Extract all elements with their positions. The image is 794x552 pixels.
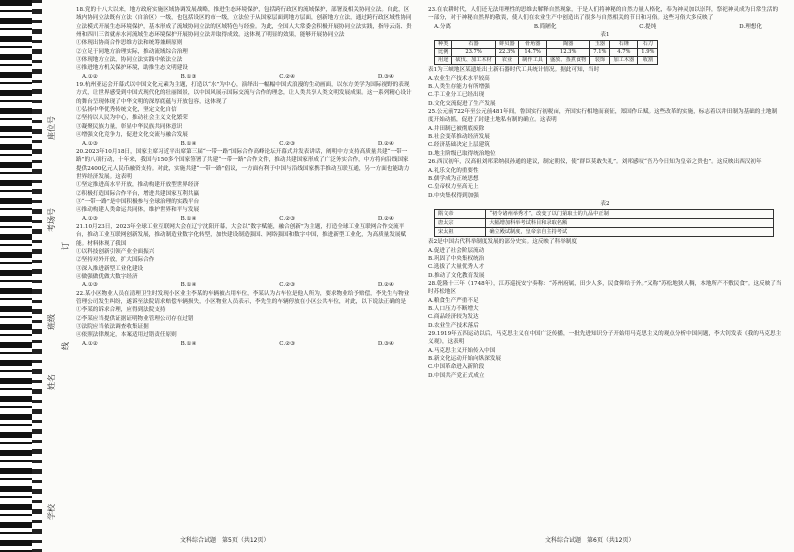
table-cell: 石刀 [638, 41, 658, 49]
q21-options [76, 281, 414, 289]
option[interactable]: C.中国革命进入新阶段 [428, 364, 485, 371]
table-cell: 制作工具 [519, 57, 547, 65]
q18-options [76, 73, 414, 81]
question-28: 28.乾隆十三年（1748年），江苏巡抚安宁奏称：“苏州府属，田少人多，民食仰给于外。”又称“苏松地狭人稠，本地所产不敷民食”。这反映了当时苏松地区 [428, 280, 782, 296]
option[interactable]: D.推动了文化教育发展 [428, 272, 485, 279]
option[interactable]: C.②③ [279, 282, 296, 289]
q22-item: ②李某应当提供证据证明物业管理公司存在过错 [76, 315, 194, 322]
q22-item: ③法院应当依法调查收集证据 [76, 324, 149, 331]
question-26: 26.西汉初年，汉高祖刘邦采纳叔孙通的建议，制定朝仪，使“群臣莫敢失礼”。刘邦感叹“吾乃今日知为皇帝之贵也”。这反映出西汉初年 [428, 159, 762, 166]
table-cell: 7.1% [590, 49, 610, 57]
table-cell: 14.7% [519, 49, 547, 57]
q21-item: ④做强做优做大数字经济 [76, 274, 138, 280]
option[interactable]: B.①④ [180, 282, 197, 289]
question-23: 23.在农耕时代，人们还无法用理性的思维去解释自然现象，于是人们将神秘的自然力量人格化，奉为神灵加以崇拜，祭祀神灵成为日常生活的一部分，对于神秘自然界的敬畏，使人们在农业生产中创造出了很多与自然相关的节日和习俗。这些习俗大多反映了 [428, 7, 779, 22]
question-29: 29.1919年五四运动以后，马克思主义在中国广泛传播，一批先进知识分子开始用马克思主义的观点分析中国问题，李大钊发表《我的马克思主义观》，这表明 [428, 331, 782, 346]
option[interactable]: B.①④ [180, 140, 197, 147]
school-label: 学校 [47, 504, 56, 520]
option[interactable]: D.③④ [377, 73, 394, 80]
q20-item: ②积极打造国际合作平台，增进共建国家互利共赢 [76, 190, 200, 197]
table-cell: 用途 [435, 57, 452, 65]
question-22: 22.某小区物业人员在清理卫生时发现小区业主李某的车辆被占用车位，李某认为占车位是他人所为，要求物业给予赔偿，李先生与物业管理公司发生纠纷，遂诉至法院请求赔偿车辆损失，小区物业人员表示，李先生的车辆停放在小区公共车位，对此，以下说法正确的是 [76, 290, 410, 306]
table-row [435, 41, 658, 49]
table-cell: 12.3% [546, 49, 589, 57]
q21-item: ③深入推进新型工业化建设 [76, 265, 144, 272]
option[interactable]: A.礼乐文化的重要性 [428, 167, 479, 174]
table-cell: 盛放、蒸煮食物 [546, 57, 589, 65]
q21-item: ①以科技创新引领产业全面振兴 [76, 248, 155, 255]
option[interactable]: D.②④ [377, 140, 394, 147]
option[interactable]: A.①③ [82, 140, 98, 147]
option[interactable]: D.②④ [377, 215, 394, 222]
question-24: 表1为三峡地区某遗址出土新石器时代工具统计情况。据此可知，当时 [428, 67, 600, 74]
binding-margin-barcode [0, 0, 32, 552]
q19-item: ④增强文化竞争力，促进文化交流与融合发展 [76, 132, 188, 139]
table-cell: 玉器 [590, 41, 610, 49]
table-cell: 隋文帝 [435, 210, 486, 219]
q19-item: ②坚持以人民为中心，推动社会主义文化繁荣 [76, 115, 188, 122]
q20-item: ③“一带一路”是中国积极参与全球治理的实践平台 [76, 198, 200, 205]
option[interactable]: D.文化交流促进了生产发展 [428, 100, 496, 107]
option[interactable]: C.②③ [279, 215, 296, 222]
option[interactable]: A.粮食生产严重不足 [428, 297, 479, 304]
table-cell: 蚌贝器 [495, 41, 518, 49]
q18-item: ④推进地方机关保护环境，助推生态文明建设 [76, 65, 188, 72]
page-footer-right: 文科综合试题 第6页（共12页） [545, 537, 635, 544]
option[interactable]: A.①③ [82, 215, 98, 222]
q18-item: ①体现出协商合作思维方法和统筹兼顾原则 [76, 40, 183, 47]
option[interactable]: B.巩固了中央集权统治 [428, 255, 485, 262]
option[interactable]: C.商品经济较为发达 [428, 314, 479, 321]
option[interactable]: C.②③ [279, 340, 296, 347]
question-27: 表2是中国古代科举制度发展的部分史实。这反映了科举制度 [428, 239, 577, 246]
option[interactable]: D.③④ [377, 340, 394, 347]
question-21: 21.10月23日，2023年全球工业互联网大会在辽宁沈阳开幕，大会以“数字赋能，融合创新”为主题，打造全球工业互联网合作交流平台，推动工业互联网创新发展，推动制造业数字化转型，加快建设制造强国、网络强国和数字中国，推进新型工业化，为高质量发展赋能。材料体现了我国 [76, 223, 407, 247]
option[interactable]: D.农业生产技术落后 [428, 322, 479, 329]
table-cell: 石锤 [610, 41, 638, 49]
binding-margin-stripes [32, 0, 42, 552]
page-footer-left: 文科综合试题 第5页（共12页） [180, 537, 270, 544]
table-cell: 农业 [495, 57, 518, 65]
option[interactable]: D.中国共产党正式成立 [428, 372, 485, 379]
option[interactable]: B.儒学成为正统思想 [428, 175, 479, 182]
table-cell: 宋太祖 [435, 228, 486, 237]
option[interactable]: D.中央集权得到加强 [428, 192, 479, 199]
table-cell: 收割 [638, 57, 658, 65]
option[interactable]: C.②④ [279, 73, 296, 80]
binding-mark: 线 [61, 342, 70, 350]
q20-options [76, 215, 414, 223]
table-cell: “初令诸州举秀才”，改变了以门第取士的九品中正制 [486, 210, 774, 219]
seat-number-label: 座位号 [47, 116, 56, 140]
question-20: 20.2023年10月18日，国家主席习近平出席第三届“一带一路”国际合作高峰论坛开幕式并发表讲话，阐明中方支持高质量共建“一带一路”的八项行动，十年来，我国与150多个国家签署了共建“一带一路”合作文件，推动共建国家形成了广泛务实合作，中方将向沿线国家提供2400亿元人民币融资支持。对此，实施共建“一带一路”倡议，一方面有利于中国与沿线国家携手推动互联互通，另一方面也能助力世界经济发展。这表明 [76, 148, 410, 180]
table-1 [434, 40, 658, 65]
table-cell: 4.7% [610, 49, 638, 57]
q21-item: ②坚持对外开放，扩大国际合作 [76, 257, 155, 264]
q20-item: ①坚定推进高水平开放，推动构建开放型世界经济 [76, 182, 200, 189]
option[interactable]: B.人类生存能力有所增强 [428, 84, 490, 91]
table-cell: 1.9% [638, 49, 658, 57]
table-cell: 比例 [435, 49, 452, 57]
option[interactable]: A.马克思主义开始传入中国 [428, 347, 496, 354]
table-cell: 骨角器 [519, 41, 547, 49]
table-cell: 装饰 [590, 57, 610, 65]
table-row [435, 49, 658, 57]
option[interactable]: A.促进了社会阶层流动 [428, 247, 485, 254]
table-row [435, 57, 658, 65]
option[interactable]: B.人口压力不断增大 [428, 305, 479, 312]
option[interactable]: C.提纯 [639, 23, 657, 30]
option[interactable]: C.皇帝权力至高无上 [428, 184, 479, 191]
q18-item: ③体现地方立法，协同立法实践中依法立法 [76, 57, 183, 64]
left-column [76, 6, 414, 532]
option[interactable]: C.手工业分工已经出现 [428, 92, 485, 99]
option[interactable]: B.①③ [180, 73, 197, 80]
class-label: 班级 [47, 314, 56, 330]
q19-item: ③凝聚民族力量，彰显中华民族共同体意识 [76, 123, 183, 130]
table-cell: 砍伐、加工木材 [452, 57, 495, 65]
option[interactable]: D.②④ [377, 282, 394, 289]
option[interactable]: A.农业生产技术水平较高 [428, 75, 490, 82]
q18-item: ②立足于同地方治理实际，推动流域综合治理 [76, 48, 188, 55]
q22-options [76, 340, 414, 348]
option[interactable]: B.①④ [180, 215, 197, 222]
option[interactable]: A.①② [82, 340, 98, 347]
question-18: 18.党的十八大以来，地方政府实施区域协调发展战略，推进生态环境保护，包括跨行政区的流域保护，部署及相关协同立法。自此，区域内协同立法既有立法（自治区）一级，也包括设区的市一级，立法位于从国家层面到地方层面，创新地方立法，通过跨行政区域性协同立法模式开展生态环境保护，基本形成了流域协同立法的区域特色与经验。为此，全国人大常委会积极开展协同立法实践，指导云南、贵州和四川三省就赤水河流域生态环境保护开展协同立法并取得成效。这体现了明显的效果，能够开展协同立法 [76, 7, 412, 39]
q22-item: ④依照法律规定，本案适用过错责任原则 [76, 332, 177, 339]
option[interactable]: A.①③ [82, 282, 98, 289]
option[interactable]: B.①④ [180, 340, 197, 347]
table-cell: 22.3% [495, 49, 518, 57]
option[interactable]: A.井田制已被彻底废除 [428, 125, 485, 132]
option[interactable]: B.新文化运动开始向纵深发展 [428, 356, 502, 363]
table-cell: 种类 [435, 41, 452, 49]
right-column [428, 6, 782, 532]
table-1-title: 表1 [600, 32, 610, 39]
q20-item: ④推动构建人类命运共同体，维护世界和平与发展 [76, 207, 200, 214]
option[interactable]: D.地主阶级已取得统治地位 [428, 150, 496, 157]
binding-mark: 订 [61, 242, 70, 250]
option[interactable]: D.理想化 [739, 23, 762, 30]
table-2 [434, 209, 774, 237]
table-cell: 确立殿试制度，皇帝亲自主持考试 [486, 228, 774, 237]
exam-room-label: 考场号 [47, 208, 56, 232]
q22-item: ①李某的诉求合理，应得到法院支持 [76, 307, 166, 314]
question-19: 19.杭州亚运会开幕式以中国文化元素为主题，打造以“水”为中心，演绎出一幅幅中国式浪漫的生动画面，以东方美学为国际视野的表现方式，让世界感受到中国式现代化的壮丽图景，以中国风展示国际交流与合作的理念，让人类共享人类文明发展成果。这一系列精心设计的舞台呈现体现了中华文明的深厚底蕴与开放包容，这体现了 [76, 82, 412, 105]
q19-item: ①弘扬中华优秀传统文化，坚定文化自信 [76, 107, 177, 114]
table-cell: 陶器 [546, 41, 589, 49]
option[interactable]: B.简陋化 [533, 23, 557, 30]
table-cell: 石器 [452, 41, 495, 49]
option[interactable]: C.②③ [279, 140, 296, 147]
table-cell: 23.7% [452, 49, 495, 57]
name-label: 姓名 [47, 374, 56, 390]
table-cell: 加工木器 [610, 57, 638, 65]
table-cell: 大幅增加科举考试科目和录取名额 [486, 219, 774, 228]
option[interactable]: C.选拔了大量优秀人才 [428, 264, 485, 271]
option[interactable]: A.分离 [434, 23, 452, 30]
option[interactable]: A.①② [82, 73, 98, 80]
table-row [435, 219, 774, 228]
q19-options [76, 140, 414, 148]
table-cell: 唐太宗 [435, 219, 486, 228]
table-row [435, 210, 774, 219]
option[interactable]: C.经济基础决定上层建筑 [428, 142, 490, 149]
option[interactable]: B.社会变革推动经济发展 [428, 134, 490, 141]
table-2-title: 表2 [600, 200, 610, 207]
q23-options [428, 23, 782, 31]
question-25: 25.公元前722年至公元前481年间，鲁国实行初税亩，齐国实行相地而衰征，郑国作丘赋。这些改革的实施，标志着以井田制为基础的土地制度开始动摇，促进了封建土地私有制的确立。这表明 [428, 109, 778, 124]
table-row [435, 228, 774, 237]
